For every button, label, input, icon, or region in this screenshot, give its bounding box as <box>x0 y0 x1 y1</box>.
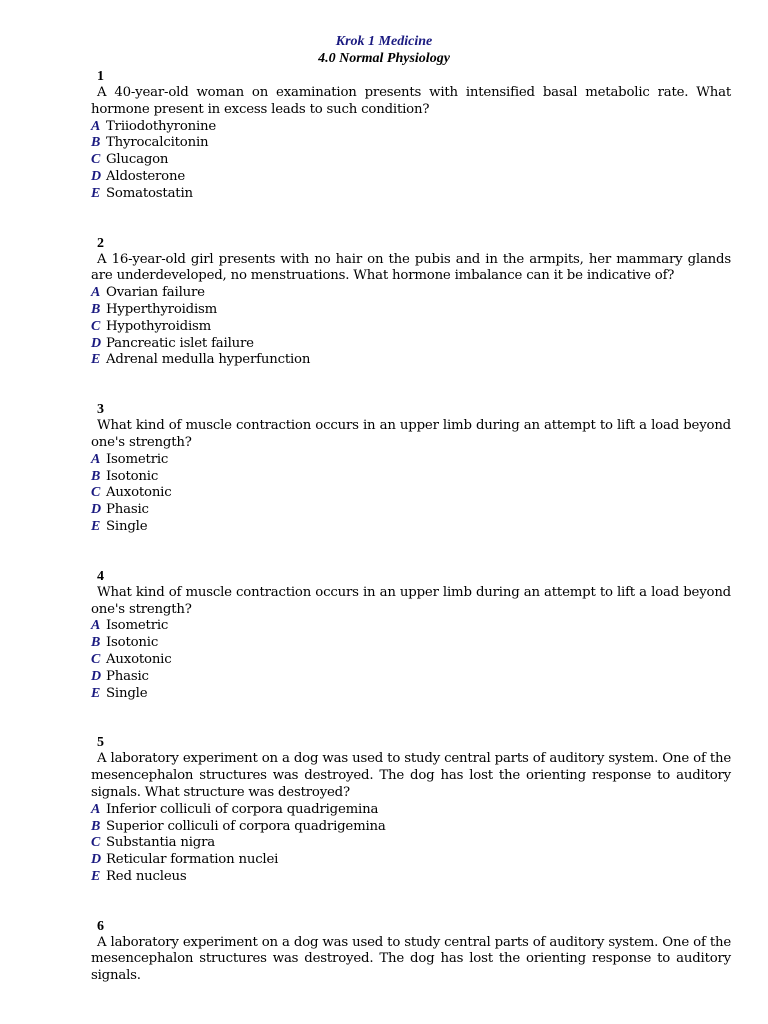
option-text: Substantia nigra <box>106 835 216 851</box>
option-text: Hypothyroidism <box>106 318 212 334</box>
question-number: 1 <box>97 69 104 84</box>
answer-option <box>91 819 731 836</box>
option-text: Phasic <box>106 502 149 518</box>
question-block <box>91 401 731 536</box>
question-text: A laboratory experiment on a dog was used to study central parts of auditory system. One of the mesencephalon structures was destroyed. The dog has lost the orienting response to auditory signals. <box>91 934 731 984</box>
document-title: Krok 1 Medicine <box>335 34 433 49</box>
option-letter: A <box>91 618 101 634</box>
answer-option <box>91 169 731 186</box>
question-number: 6 <box>97 918 104 934</box>
answer-option <box>91 652 731 669</box>
option-letter: B <box>91 818 101 834</box>
option-text: Triiodothyronine <box>106 118 217 134</box>
option-text: Aldosterone <box>106 168 186 184</box>
answer-option <box>91 302 731 319</box>
answer-option <box>91 519 731 536</box>
question-text: A 16-year-old girl presents with no hair on the pubis and in the armpits, her mammary glands are underdeveloped, no menstruations. What hormone imbalance can it be indicative of? <box>91 251 731 284</box>
option-letter: C <box>91 835 101 851</box>
answer-option <box>91 319 731 336</box>
answer-option <box>91 452 731 469</box>
answer-option <box>91 119 731 136</box>
question-text: What kind of muscle contraction occurs in an upper limb during an attempt to lift a load beyond one's strength? <box>91 418 731 450</box>
option-text: Inferior colliculi of corpora quadrigemina <box>106 801 379 817</box>
option-letter: D <box>91 668 101 684</box>
option-letter: E <box>91 868 101 884</box>
question-list <box>0 68 768 985</box>
answer-option <box>91 869 731 886</box>
answer-option <box>91 135 731 152</box>
option-letter: C <box>91 485 101 501</box>
answer-option <box>91 502 731 519</box>
option-letter: B <box>91 135 101 151</box>
option-letter: A <box>91 285 101 301</box>
question-block <box>91 235 731 370</box>
answer-option <box>91 485 731 502</box>
document-subtitle: 4.0 Normal Physiology <box>318 51 450 66</box>
answer-option <box>91 686 731 703</box>
answer-option <box>91 802 731 819</box>
question-number: 4 <box>97 568 104 584</box>
option-letter: C <box>91 152 101 168</box>
answer-option <box>91 835 731 852</box>
option-text: Reticular formation nuclei <box>106 852 279 868</box>
option-letter: B <box>91 635 101 651</box>
answer-option <box>91 852 731 869</box>
answer-option <box>91 618 731 635</box>
option-text: Red nucleus <box>106 868 187 884</box>
option-letter: E <box>91 685 101 701</box>
answer-option <box>91 186 731 203</box>
option-text: Phasic <box>106 668 149 684</box>
option-text: Thyrocalcitonin <box>106 135 209 151</box>
document-header <box>0 0 768 67</box>
option-text: Single <box>106 518 148 534</box>
option-letter: E <box>91 518 101 534</box>
option-text: Ovarian failure <box>106 285 205 301</box>
option-text: Glucagon <box>106 152 169 168</box>
option-letter: B <box>91 301 101 317</box>
option-letter: A <box>91 801 101 817</box>
option-letter: D <box>91 335 101 351</box>
answer-option <box>91 285 731 302</box>
question-text: A 40-year-old woman on examination presents with intensified basal metabolic rate. What hormone present in excess leads to such condition? <box>91 85 731 117</box>
option-text: Auxotonic <box>106 485 172 501</box>
answer-option <box>91 635 731 652</box>
option-letter: A <box>91 118 101 134</box>
option-letter: D <box>91 168 101 184</box>
option-text: Pancreatic islet failure <box>106 335 254 351</box>
question-block <box>91 568 731 703</box>
question-number: 5 <box>97 735 104 751</box>
question-number: 3 <box>97 402 104 418</box>
option-letter: A <box>91 451 101 467</box>
option-letter: D <box>91 852 101 868</box>
option-letter: B <box>91 468 101 484</box>
question-text: What kind of muscle contraction occurs in an upper limb during an attempt to lift a load beyond one's strength? <box>91 584 731 617</box>
option-letter: D <box>91 502 101 518</box>
option-text: Hyperthyroidism <box>106 301 218 317</box>
option-text: Isotonic <box>106 635 159 651</box>
answer-option <box>91 669 731 686</box>
question-block <box>91 918 731 985</box>
option-text: Single <box>106 685 148 701</box>
option-letter: E <box>91 185 101 201</box>
answer-option <box>91 469 731 486</box>
option-letter: E <box>91 352 101 368</box>
question-number: 2 <box>97 235 104 251</box>
option-letter: C <box>91 318 101 334</box>
option-text: Isometric <box>106 451 169 467</box>
question-block <box>91 68 731 203</box>
question-block <box>91 734 731 885</box>
option-text: Isotonic <box>106 468 159 484</box>
answer-option <box>91 152 731 169</box>
question-text: A laboratory experiment on a dog was used to study central parts of auditory system. One of the mesencephalon structures was destroyed. The dog has lost the orienting response to auditory signals. What structure was destroyed? <box>91 751 731 800</box>
answer-option <box>91 352 731 369</box>
option-text: Superior colliculi of corpora quadrigemina <box>106 818 386 834</box>
option-text: Somatostatin <box>106 185 193 201</box>
option-text: Isometric <box>106 618 169 634</box>
option-letter: C <box>91 651 101 667</box>
answer-option <box>91 336 731 353</box>
option-text: Auxotonic <box>106 651 172 667</box>
option-text: Adrenal medulla hyperfunction <box>106 352 311 368</box>
